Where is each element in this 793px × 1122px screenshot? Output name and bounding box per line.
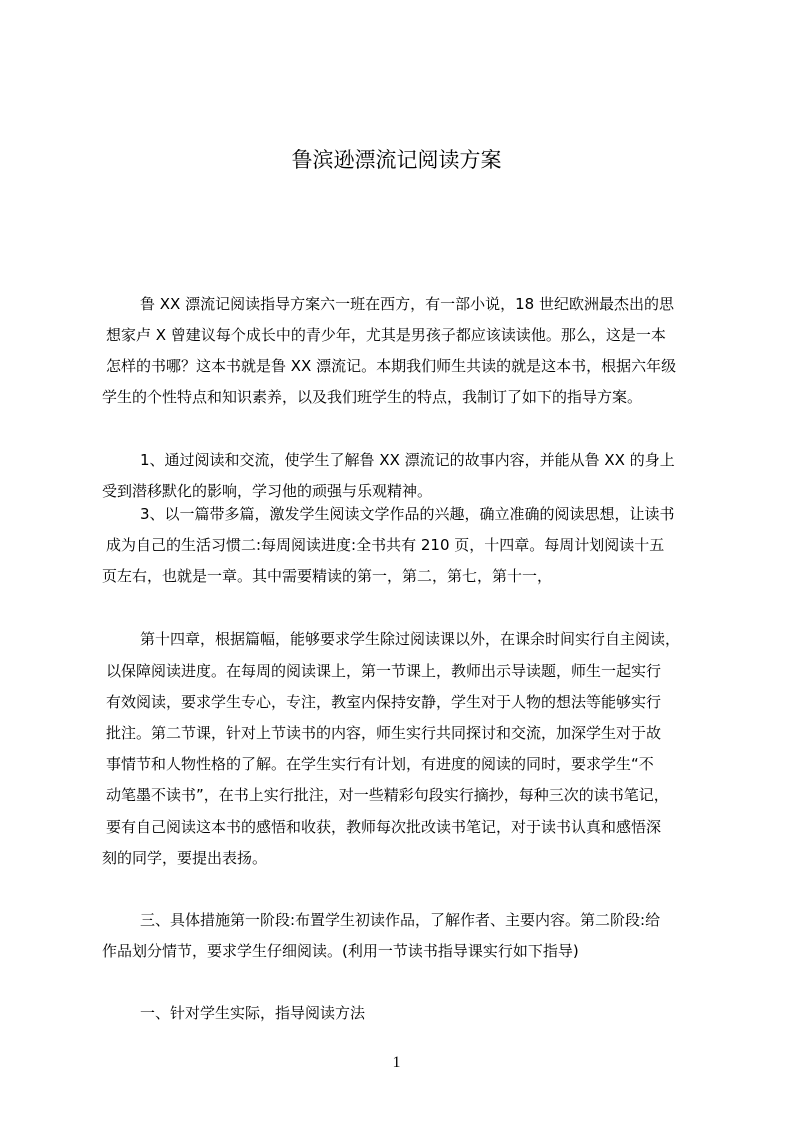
document-title: 鲁滨逊漂流记阅读方案 (291, 148, 502, 172)
paragraph-1-line: 学生的个性特点和知识素养，以及我们班学生的特点，我制订了如下的指导方案。 (102, 388, 643, 406)
paragraph-4-line: 批注。第二节课，针对上节读书的内容，师生实行共同探讨和交流，加深学生对于故 (106, 724, 662, 742)
paragraph-3-line: 3、以一篇带多篇，激发学生阅读文学作品的兴趣，确立准确的阅读思想，让读书 (140, 505, 675, 523)
paragraph-3-line: 页左右，也就是一章。其中需要精读的第一，第二，第七，第十一， (102, 567, 553, 585)
paragraph-5-line: 作品划分情节，要求学生仔细阅读。(利用一节读书指导课实行如下指导) (102, 942, 579, 960)
paragraph-3-line: 成为自己的生活习惯二:每周阅读进度:全书共有 210 页，十四章。每周计划阅读十五 (106, 536, 665, 554)
paragraph-4-line: 刻的同学，要提出表扬。 (102, 849, 268, 867)
paragraph-1-line: 怎样的书哪？这本书就是鲁 XX 漂流记。本期我们师生共读的就是这本书，根据六年级 (106, 357, 677, 375)
paragraph-4-line: 第十四章，根据篇幅，能够要求学生除过阅读课以外，在课余时间实行自主阅读， (140, 630, 681, 648)
paragraph-1-line: 想家卢 X 曾建议每个成长中的青少年，尤其是男孩子都应该读读他。那么，这是一本 (106, 326, 666, 344)
paragraph-1-line: 鲁 XX 漂流记阅读指导方案六一班在西方，有一部小说，18 世纪欧洲最杰出的思 (140, 295, 674, 313)
paragraph-4-line: 以保障阅读进度。在每周的阅读课上，第一节课上，教师出示导读题，师生一起实行 (106, 662, 662, 680)
paragraph-2-line: 受到潜移默化的影响，学习他的顽强与乐观精神。 (102, 482, 433, 500)
paragraph-4-line: 动笔墨不读书”，在书上实行批注，对一些精彩句段实行摘抄，每种三次的读书笔记， (106, 786, 669, 804)
paragraph-4-line: 要有自己阅读这本书的感悟和收获，教师每次批改读书笔记，对于读书认真和感悟深 (106, 818, 662, 836)
paragraph-6-line: 一、针对学生实际，指导阅读方法 (140, 1004, 366, 1022)
paragraph-5-line: 三、具体措施第一阶段:布置学生初读作品，了解作者、主要内容。第二阶段:给 (140, 911, 661, 929)
page-number: 1 (392, 1054, 401, 1071)
paragraph-4-line: 事情节和人物性格的了解。在学生实行有计划，有进度的阅读的同时，要求学生“不 (106, 755, 654, 773)
paragraph-2-line: 1、通过阅读和交流，使学生了解鲁 XX 漂流记的故事内容，并能从鲁 XX 的身上 (140, 451, 675, 469)
paragraph-4-line: 有效阅读，要求学生专心，专注，教室内保持安静，学生对于人物的想法等能够实行 (106, 693, 662, 711)
